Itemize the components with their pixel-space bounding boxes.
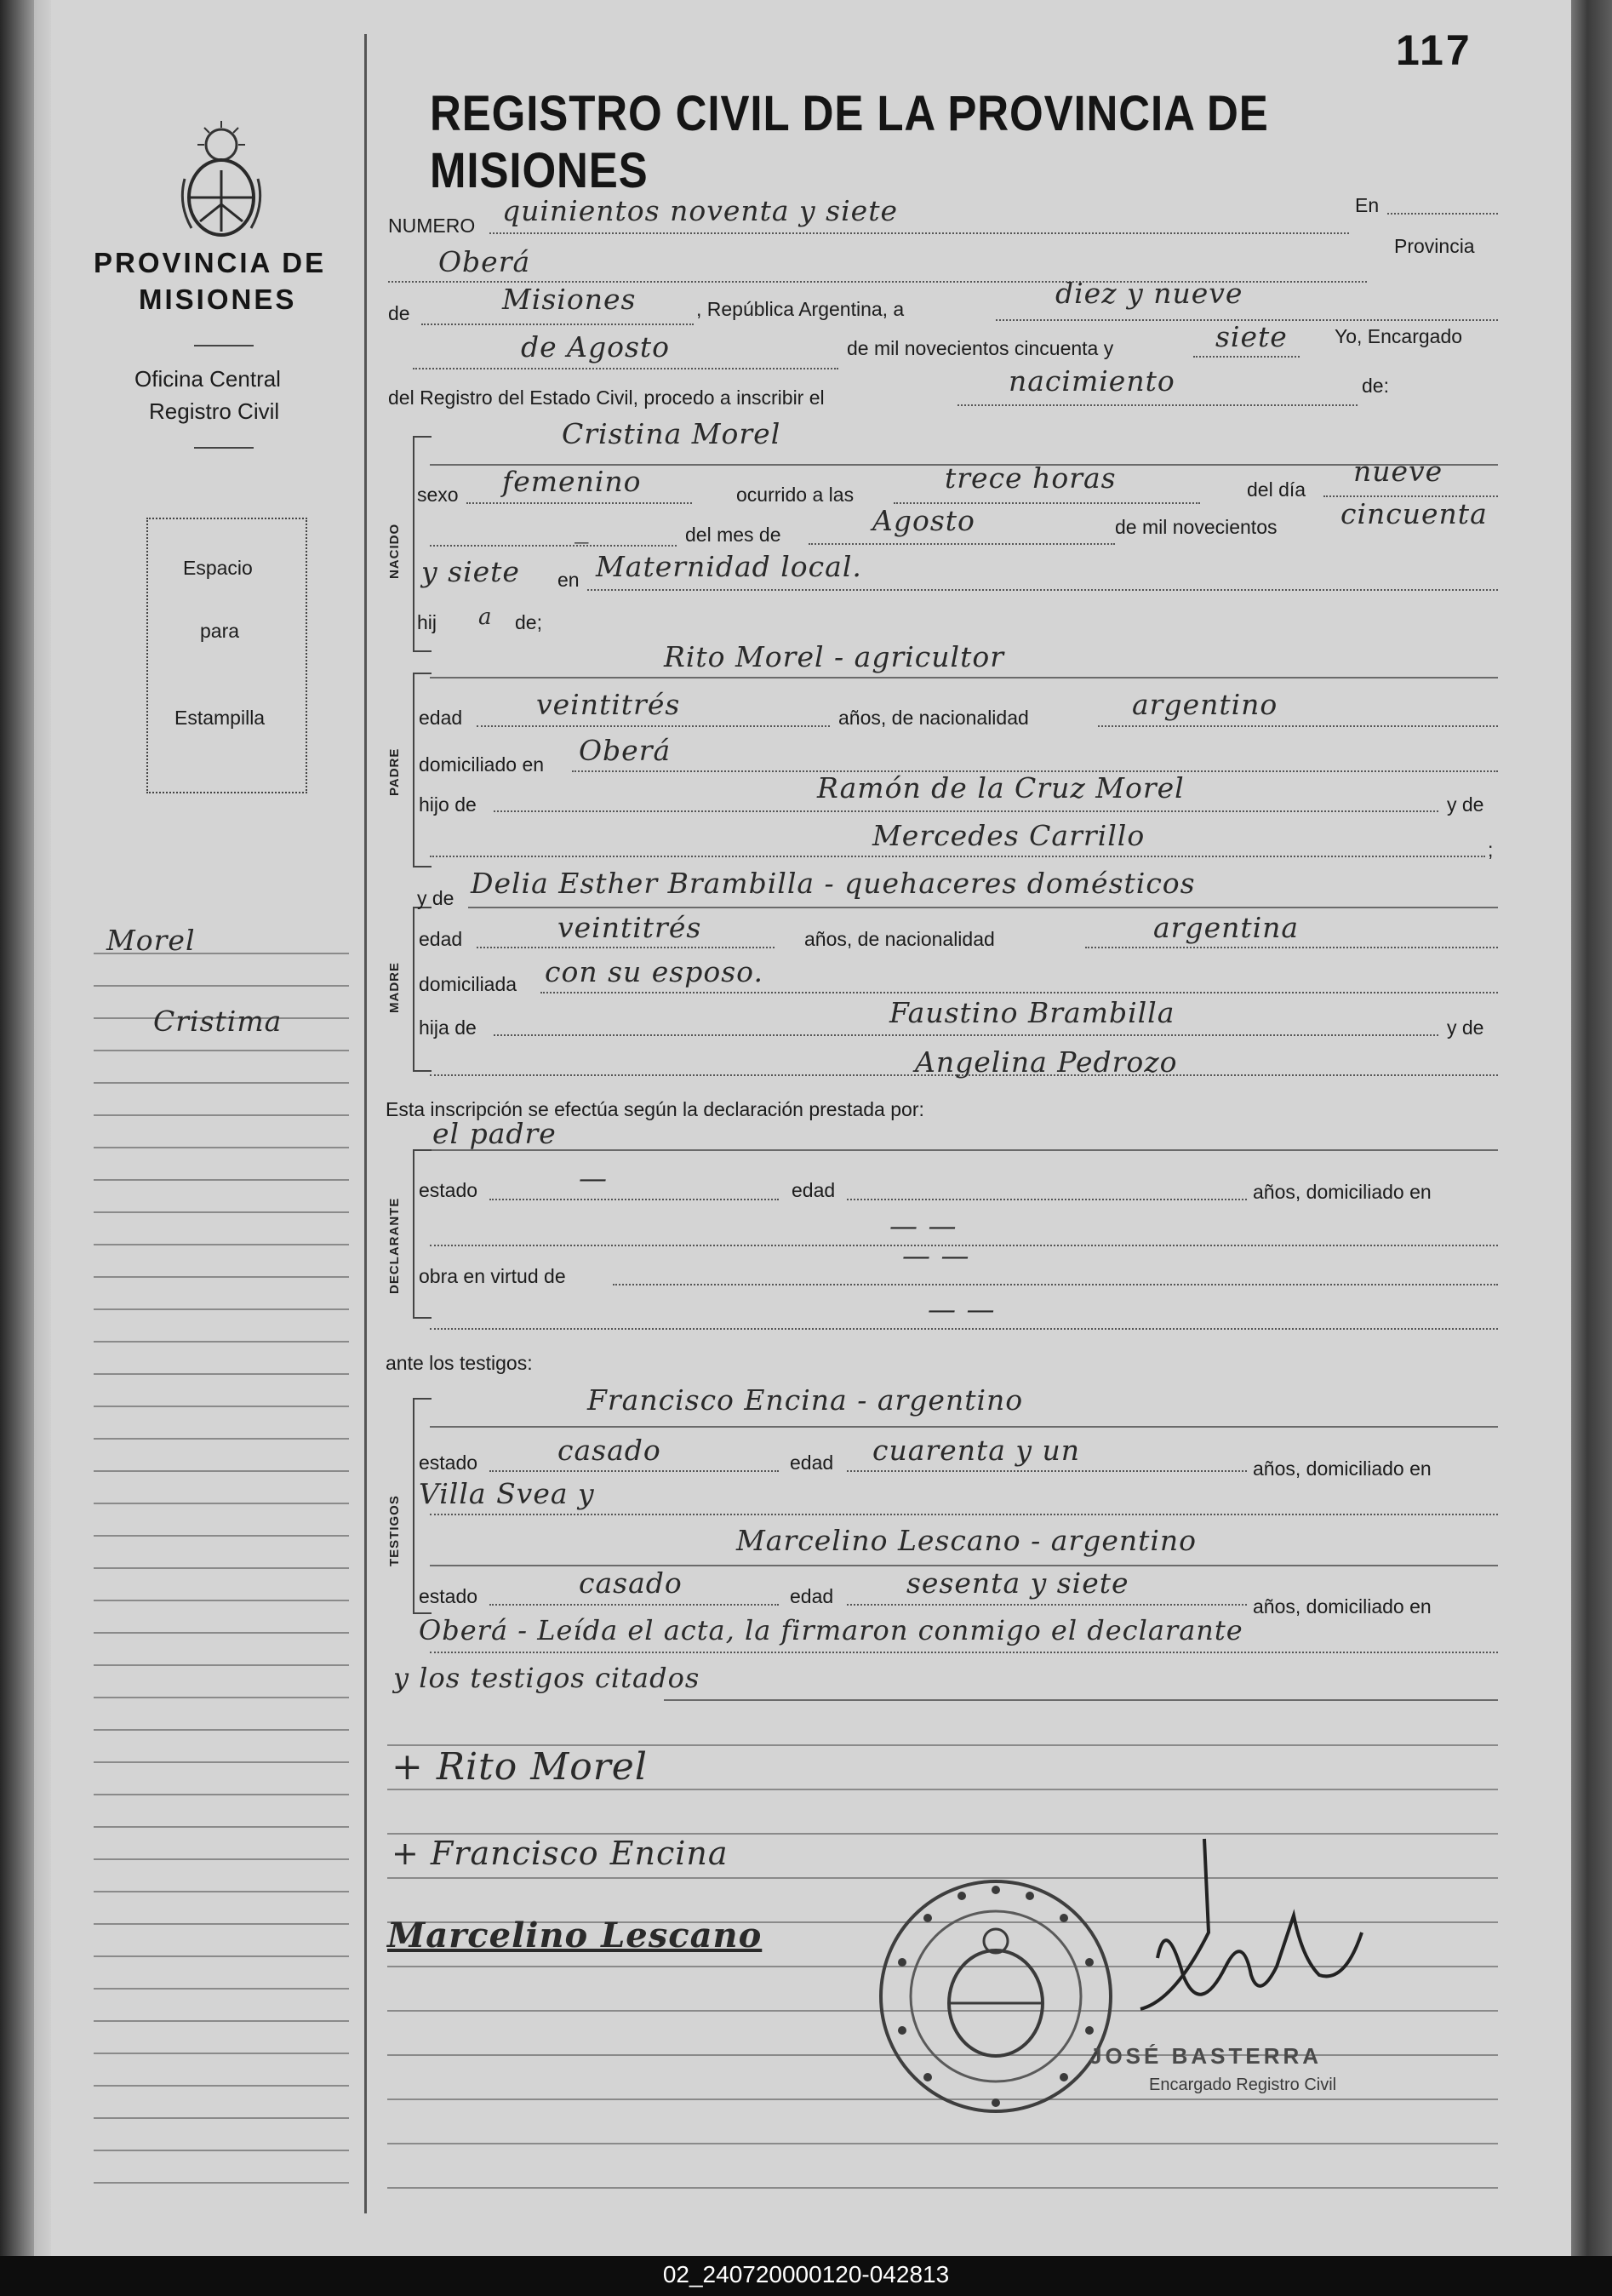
abuelo-p-line [494,810,1438,812]
madre-dom-line [540,992,1498,993]
numero-value: quinientos noventa y siete [502,194,898,227]
margin-surname: Morel [106,924,196,957]
signature-marcelino-lescano: Marcelino Lescano [387,1915,763,1955]
obra-dash: — — [902,1239,970,1272]
official-seal-icon [872,1869,1119,2124]
page-binding [0,0,34,2256]
madre-dom-label: domiciliada [419,973,517,995]
declarante-estado-label: estado [419,1179,478,1201]
declarante-dom-dash: — — [889,1209,957,1242]
coat-of-arms-icon [174,119,268,238]
madre-edad-label: edad [419,928,463,950]
fecha-anio-line [1193,356,1300,358]
mes-line [809,543,1115,545]
madre-dom-value: con su esposo. [545,955,763,988]
nombre-value: Cristina Morel [562,417,781,450]
testigo2-value: Marcelino Lescano - argentino [736,1524,1198,1557]
ante-testigos-label: ante los testigos: [386,1352,533,1374]
anio2-value: y siete [421,555,520,588]
mes-value: Agosto [872,504,975,537]
signature-francisco-encina: + Francisco Encina [392,1835,729,1872]
declarante-estado-dash: — [579,1161,608,1194]
office-label: Oficina Central [134,366,281,392]
footer-id: 02_240720000120-042813 [662,2261,950,2287]
margin-given-name: Cristima [153,1005,283,1038]
official-signature-icon [1123,1830,1379,2052]
del-mes-label: del mes de [685,524,781,546]
document-title: REGISTRO CIVIL DE LA PROVINCIA DE MISIONES [430,86,1269,198]
y-de-madre-label: y de [417,887,454,909]
madre-nac-line [1085,947,1498,948]
declarante-line [430,1149,1498,1151]
en-label: En [1355,194,1380,216]
padre-edad-label: edad [419,707,463,729]
dia-value: nueve [1353,455,1443,488]
abuela-p-value: Mercedes Carrillo [872,819,1146,852]
testigos-label: TESTIGOS [387,1495,402,1566]
dia2-value: _ [574,511,590,544]
sexo-label: sexo [417,484,459,506]
acto-line [957,404,1358,406]
anio-value: cincuenta [1340,497,1488,530]
padre-value: Rito Morel - agricultor [664,640,1004,673]
official-stamp-name: JOSÉ BASTERRA [1089,2043,1323,2069]
mil-novecientos-2-label: de mil novecientos [1115,516,1278,538]
numero-line [489,232,1349,234]
official-stamp-role: Encargado Registro Civil [1149,2076,1337,2094]
page-right-edge [1571,0,1612,2256]
t2-dom-value: Oberá - Leída el acta, la firmaron conmigo el declarante [419,1614,1243,1646]
fecha-anio-value: siete [1215,320,1288,353]
declaracion-label: Esta inscripción se efectúa según la declaración prestada por: [386,1098,924,1120]
t2-dom-line [430,1652,1498,1653]
hij-suffix-value: a [478,604,493,630]
t2-estado-line [489,1604,779,1606]
obra-line [613,1284,1498,1285]
madre-line [468,907,1498,908]
madre-value: Delia Esther Brambilla - quehaceres domésticos [471,867,1196,900]
sexo-value: femenino [502,465,642,498]
padre-nac-value: argentino [1132,688,1278,721]
madre-edad-line [477,947,775,948]
de-label: de [388,302,410,324]
declarante-estado-line [489,1199,779,1200]
t1-dom-line [430,1514,1498,1515]
t1-edad-label: edad [790,1451,834,1474]
nacido-label: NACIDO [387,523,402,579]
mil-novecientos-label: de mil novecientos cincuenta y [847,337,1114,359]
de-colon-label: de: [1362,375,1389,397]
t1-estado-value: casado [557,1434,661,1467]
t2-edad-line [847,1604,1247,1606]
t1-estado-label: estado [419,1451,478,1474]
stamp-box-label-3: Estampilla [174,707,266,729]
padre-edad-value: veintitrés [536,688,681,721]
hij-label: hij [417,611,437,633]
t2-dom-value-2: y los testigos citados [393,1662,700,1694]
republica-label: , República Argentina, a [696,298,905,320]
hija-de-label: hija de [419,1016,477,1039]
en-lugar-label: en [557,569,580,591]
fecha-mes-value: de Agosto [521,330,671,364]
padre-line [430,677,1498,678]
madre-nac-label: años, de nacionalidad [804,928,995,950]
abuela-m-value: Angelina Pedrozo [915,1045,1178,1079]
lugar-line [587,589,1498,591]
t1-dom-value: Villa Svea y [419,1477,595,1510]
testigo1-line [430,1426,1498,1428]
declarante-edad-line [847,1199,1247,1200]
madre-edad-value: veintitrés [557,911,702,944]
page-number: 117 [1396,26,1472,74]
en-line [1387,213,1498,215]
sexo-line [466,502,692,504]
lugar-value: Maternidad local. [596,550,862,583]
declarante-value: el padre [432,1117,557,1150]
padre-dom-value: Oberá [579,734,672,767]
t2-dom-line-2 [664,1699,1498,1701]
margin-line [364,34,367,2213]
t1-anos-label: años, domiciliado en [1253,1457,1432,1480]
y-de-label: y de [1447,793,1484,816]
city-value: Oberá [438,245,531,278]
office-label-2: Registro Civil [149,398,280,424]
provincia-line [421,324,694,325]
t1-estado-line [489,1470,779,1472]
obra-dash-2: — — [928,1292,996,1325]
province-heading-2: MISIONES [139,283,297,315]
fecha-mes-line [413,368,838,369]
acto-value: nacimiento [1009,364,1175,398]
abuelo-m-line [494,1034,1438,1036]
semicolon: ; [1488,839,1494,861]
t2-anos-label: años, domiciliado en [1253,1595,1432,1618]
t2-edad-label: edad [790,1585,834,1607]
de-semicolon-label: de; [515,611,542,633]
abuela-p-line [430,856,1485,857]
sidebar-divider-2 [194,447,254,449]
madre-nac-value: argentina [1153,911,1300,944]
padre-nac-label: años, de nacionalidad [838,707,1029,729]
abuelo-p-value: Ramón de la Cruz Morel [817,771,1185,804]
hora-value: trece horas [945,461,1117,495]
numero-label: NUMERO [388,215,476,237]
stamp-box-label-2: para [200,620,240,642]
t2-estado-label: estado [419,1585,478,1607]
t2-estado-value: casado [579,1566,683,1600]
padre-label: PADRE [387,747,402,796]
ocurrido-label: ocurrido a las [736,484,855,506]
padre-nac-line [1098,725,1498,727]
t2-edad-value: sesenta y siete [906,1566,1129,1600]
padre-edad-line [477,725,830,727]
provincia-value: Misiones [502,283,637,316]
declarante-bracket [413,1149,432,1319]
y-de-madre-2-label: y de [1447,1016,1484,1039]
dia2-line [430,545,677,547]
declarante-edad-label: edad [792,1179,836,1201]
testigo1-value: Francisco Encina - argentino [587,1383,1024,1417]
t1-edad-line [847,1470,1247,1472]
del-registro-label: del Registro del Estado Civil, procedo a inscribir el [388,386,825,409]
yo-encargado-label: Yo, Encargado [1335,325,1463,347]
sidebar-divider [194,345,254,346]
obra-label: obra en virtud de [419,1265,566,1287]
stamp-box-label-1: Espacio [183,557,253,579]
province-heading: PROVINCIA DE [94,247,327,278]
padre-dom-label: domiciliado en [419,753,545,776]
del-dia-label: del día [1247,478,1306,501]
sidebar-ruled-lines [94,945,349,2222]
signature-rito-morel: + Rito Morel [392,1745,648,1789]
abuelo-m-value: Faustino Brambilla [889,996,1175,1029]
provincia-label: Provincia [1394,235,1475,257]
t1-edad-value: cuarenta y un [872,1434,1081,1467]
declarante-label: DECLARANTE [387,1197,402,1294]
obra-line-2 [430,1328,1498,1330]
hijo-de-label: hijo de [419,793,477,816]
madre-label: MADRE [387,962,402,1013]
declarante-anos-label: años, domiciliado en [1253,1181,1432,1203]
fecha-dia-value: diez y nueve [1055,277,1243,310]
